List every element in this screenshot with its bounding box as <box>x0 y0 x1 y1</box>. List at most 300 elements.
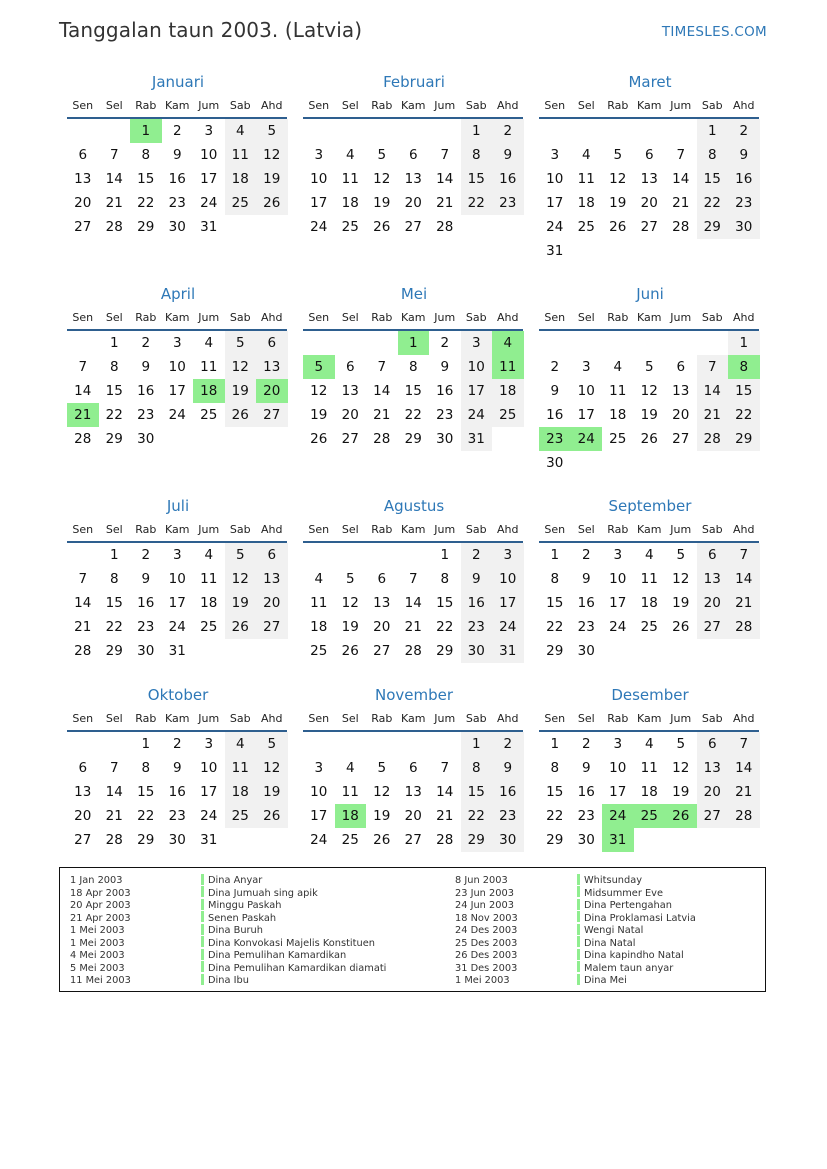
weekday-header: Sab <box>465 523 487 536</box>
day-cell: 19 <box>256 780 288 804</box>
day-cell: 12 <box>256 143 288 167</box>
day-cell: 7 <box>109 760 119 776</box>
day-cell: 13 <box>74 784 92 800</box>
day-cell: 20 <box>697 780 729 804</box>
day-cell: 13 <box>404 171 422 187</box>
day-cell: 27 <box>74 219 92 235</box>
day-cell: 23 <box>577 619 595 635</box>
day-cell: 9 <box>492 756 524 780</box>
weekday-header: Sel <box>341 311 359 324</box>
month-name: September <box>608 497 692 515</box>
weekday-header: Jum <box>434 99 456 112</box>
month-april <box>67 282 289 447</box>
day-cell: 7 <box>697 355 729 379</box>
day-cell: 22 <box>436 619 454 635</box>
legend-date <box>455 925 518 938</box>
day-cell: 11 <box>341 171 359 187</box>
day-cell: 27 <box>341 431 359 447</box>
weekday-header: Sel <box>105 712 123 725</box>
day-cell: 25 <box>492 403 524 427</box>
day-cell: 10 <box>461 355 493 379</box>
day-cell: 18 <box>310 619 328 635</box>
day-cell: 29 <box>137 219 155 235</box>
weekday-header: Rab <box>135 712 157 725</box>
weekday-header: Sel <box>577 712 595 725</box>
weekday-header: Sab <box>701 712 723 725</box>
month-name: April <box>160 285 196 303</box>
legend-date-text: 1 Mei 2003 <box>70 937 125 949</box>
day-cell: 19 <box>373 195 391 211</box>
day-cell: 29 <box>546 832 564 848</box>
day-cell: 4 <box>644 736 654 752</box>
weekday-header: Sen <box>544 523 566 536</box>
day-cell: 23 <box>728 191 760 215</box>
month-name: Maret <box>628 73 672 91</box>
day-cell: 16 <box>137 383 155 399</box>
day-cell: 5 <box>225 331 257 355</box>
day-cell: 18 <box>577 195 595 211</box>
day-cell: 28 <box>105 832 123 848</box>
legend-date <box>70 975 131 988</box>
day-cell: 15 <box>461 780 493 804</box>
day-cell: 6 <box>256 331 288 355</box>
legend-date <box>455 975 518 988</box>
day-cell: 24 <box>168 407 186 423</box>
day-cell: 13 <box>672 383 690 399</box>
day-cell: 2 <box>172 736 182 752</box>
legend-name-text: Minggu Paskah <box>208 900 282 911</box>
day-cell: 22 <box>105 619 123 635</box>
day-cell: 27 <box>373 643 391 659</box>
day-cell: 7 <box>377 359 387 375</box>
day-cell: 28 <box>74 643 92 659</box>
day-cell: 16 <box>492 167 524 191</box>
month-januari <box>67 70 289 235</box>
day-cell: 29 <box>697 215 729 239</box>
weekday-header: Ahd <box>497 99 519 112</box>
weekday-header: Jum <box>434 712 456 725</box>
legend-name <box>201 875 386 888</box>
month-name: Februari <box>383 73 445 91</box>
day-cell: 21 <box>105 195 123 211</box>
legend-name-text: Whitsunday <box>584 875 643 886</box>
legend-name <box>577 925 696 938</box>
weekday-header: Sab <box>701 523 723 536</box>
day-cell: 15 <box>105 595 123 611</box>
weekday-header: Ahd <box>261 523 283 536</box>
day-cell: 21 <box>436 195 454 211</box>
day-cell: 6 <box>377 571 387 587</box>
day-cell: 16 <box>577 784 595 800</box>
legend-name <box>577 913 696 926</box>
day-cell: 16 <box>168 171 186 187</box>
legend-date-text: 8 Jun 2003 <box>455 875 508 886</box>
day-cell: 29 <box>105 431 123 447</box>
day-cell: 20 <box>373 619 391 635</box>
weekday-header: Sen <box>72 99 94 112</box>
day-cell: 7 <box>440 147 450 163</box>
day-cell: 5 <box>676 547 686 563</box>
day-cell: 21 <box>728 780 760 804</box>
holiday-color-marker <box>577 924 580 935</box>
legend-name <box>201 925 386 938</box>
day-cell: 22 <box>461 191 493 215</box>
day-cell: 31 <box>461 427 493 451</box>
weekday-header: Sel <box>341 99 359 112</box>
day-cell: 1 <box>109 547 119 563</box>
day-cell: 25 <box>225 804 257 828</box>
weekday-header: Rab <box>607 99 629 112</box>
day-cell: 20 <box>74 808 92 824</box>
day-cell: 11 <box>577 171 595 187</box>
holiday-day-cell: 8 <box>728 355 760 379</box>
day-cell: 3 <box>204 123 214 139</box>
month-name: Desember <box>611 686 689 704</box>
day-cell: 14 <box>105 171 123 187</box>
day-cell: 3 <box>204 736 214 752</box>
month-name: Oktober <box>147 686 209 704</box>
weekday-header: Ahd <box>261 712 283 725</box>
day-cell: 4 <box>644 547 654 563</box>
day-cell: 4 <box>314 571 324 587</box>
day-cell: 29 <box>137 832 155 848</box>
day-cell: 6 <box>345 359 355 375</box>
day-cell: 2 <box>141 547 151 563</box>
day-cell: 15 <box>546 595 564 611</box>
legend-name-text: Dina Ibu <box>208 975 249 986</box>
day-cell: 28 <box>728 804 760 828</box>
holiday-day-cell: 25 <box>634 804 666 828</box>
day-cell: 17 <box>609 784 627 800</box>
day-cell: 13 <box>404 784 422 800</box>
day-cell: 2 <box>581 547 591 563</box>
day-cell: 18 <box>200 595 218 611</box>
day-cell: 24 <box>461 403 493 427</box>
day-cell: 22 <box>461 804 493 828</box>
legend-date <box>455 950 518 963</box>
holiday-color-marker <box>201 924 204 935</box>
holiday-color-marker <box>201 911 204 922</box>
day-cell: 17 <box>310 195 328 211</box>
month-name: Agustus <box>383 497 445 515</box>
day-cell: 20 <box>672 407 690 423</box>
day-cell: 20 <box>404 808 422 824</box>
day-cell: 24 <box>492 615 524 639</box>
day-cell: 1 <box>550 547 560 563</box>
brand-link[interactable]: TIMESLES.COM <box>661 24 767 40</box>
day-cell: 31 <box>200 219 218 235</box>
weekday-header: Sen <box>544 99 566 112</box>
day-cell: 26 <box>640 431 658 447</box>
legend-date-text: 18 Nov 2003 <box>455 912 518 924</box>
day-cell: 30 <box>577 643 595 659</box>
month-september <box>539 494 761 659</box>
day-cell: 7 <box>440 760 450 776</box>
month-maret <box>539 70 761 259</box>
day-cell: 5 <box>613 147 623 163</box>
day-cell: 25 <box>577 219 595 235</box>
day-cell: 19 <box>310 407 328 423</box>
day-cell: 28 <box>672 219 690 235</box>
weekday-header: Sab <box>229 712 251 725</box>
day-cell: 27 <box>404 219 422 235</box>
day-cell: 19 <box>373 808 391 824</box>
month-juli <box>67 494 289 659</box>
day-cell: 21 <box>74 619 92 635</box>
weekday-header: Ahd <box>261 311 283 324</box>
day-cell: 29 <box>546 643 564 659</box>
day-cell: 16 <box>461 591 493 615</box>
legend-name <box>201 900 386 913</box>
weekday-header: Jum <box>434 523 456 536</box>
legend-date <box>70 888 131 901</box>
legend-name-text: Midsummer Eve <box>584 887 663 899</box>
day-cell: 2 <box>492 119 524 143</box>
legend-date <box>70 963 131 976</box>
day-cell: 12 <box>640 383 658 399</box>
holiday-day-cell: 21 <box>67 403 99 427</box>
day-cell: 6 <box>676 359 686 375</box>
weekday-header: Sel <box>105 311 123 324</box>
day-cell: 30 <box>436 431 454 447</box>
weekday-header: Jum <box>198 99 220 112</box>
day-cell: 21 <box>404 619 422 635</box>
day-cell: 10 <box>168 571 186 587</box>
day-cell: 27 <box>256 615 288 639</box>
day-cell: 1 <box>697 119 729 143</box>
holiday-legend <box>59 867 766 992</box>
day-cell: 28 <box>105 219 123 235</box>
day-cell: 14 <box>373 383 391 399</box>
legend-right-names <box>577 875 696 988</box>
day-cell: 19 <box>609 195 627 211</box>
legend-date-text: 26 Des 2003 <box>455 950 518 961</box>
day-cell: 15 <box>137 171 155 187</box>
day-cell: 3 <box>550 147 560 163</box>
day-cell: 18 <box>609 407 627 423</box>
legend-name-text: Dina Pertengahan <box>584 900 672 911</box>
legend-name <box>201 975 386 988</box>
day-cell: 10 <box>310 784 328 800</box>
weekday-header: Sab <box>701 99 723 112</box>
day-cell: 25 <box>640 619 658 635</box>
day-cell: 23 <box>168 195 186 211</box>
day-cell: 8 <box>109 571 119 587</box>
weekday-header: Kam <box>637 99 662 112</box>
legend-name-text: Malem taun anyar <box>584 962 674 974</box>
legend-name-text: Dina Buruh <box>208 925 263 936</box>
weekday-header: Ahd <box>497 712 519 725</box>
day-cell: 10 <box>200 147 218 163</box>
day-cell: 8 <box>697 143 729 167</box>
day-cell: 12 <box>256 756 288 780</box>
day-cell: 10 <box>577 383 595 399</box>
month-name: Januari <box>151 73 205 91</box>
day-cell: 5 <box>256 119 288 143</box>
day-cell: 29 <box>728 427 760 451</box>
weekday-header: Sel <box>341 523 359 536</box>
day-cell: 15 <box>728 379 760 403</box>
day-cell: 8 <box>141 147 151 163</box>
legend-date-text: 1 Mei 2003 <box>70 925 125 936</box>
holiday-day-cell: 5 <box>303 355 335 379</box>
day-cell: 1 <box>461 119 493 143</box>
day-cell: 11 <box>609 383 627 399</box>
day-cell: 28 <box>74 431 92 447</box>
legend-date-text: 21 Apr 2003 <box>70 912 131 924</box>
day-cell: 4 <box>345 760 355 776</box>
holiday-day-cell: 20 <box>256 379 288 403</box>
day-cell: 7 <box>728 543 760 567</box>
legend-date-text: 24 Des 2003 <box>455 925 518 936</box>
legend-date-text: 11 Mei 2003 <box>70 975 131 986</box>
day-cell: 30 <box>546 455 564 471</box>
month-november <box>303 683 525 848</box>
day-cell: 24 <box>546 219 564 235</box>
page-title: Tanggalan taun 2003. (Latvia) <box>59 18 363 42</box>
holiday-color-marker <box>577 974 580 985</box>
day-cell: 30 <box>728 215 760 239</box>
day-cell: 23 <box>137 619 155 635</box>
weekday-header: Ahd <box>497 523 519 536</box>
day-cell: 13 <box>74 171 92 187</box>
weekday-header: Sel <box>105 523 123 536</box>
day-cell: 24 <box>310 219 328 235</box>
day-cell: 31 <box>200 832 218 848</box>
holiday-day-cell: 24 <box>602 804 634 828</box>
day-cell: 23 <box>137 407 155 423</box>
day-cell: 17 <box>200 171 218 187</box>
legend-name <box>201 938 386 951</box>
day-cell: 28 <box>697 427 729 451</box>
month-name: Juli <box>166 497 190 515</box>
day-cell: 22 <box>404 407 422 423</box>
day-cell: 14 <box>404 595 422 611</box>
day-cell: 16 <box>492 780 524 804</box>
weekday-header: Kam <box>401 712 426 725</box>
weekday-header: Kam <box>401 99 426 112</box>
day-cell: 14 <box>672 171 690 187</box>
legend-name-text: Dina Pemulihan Kamardikan diamati <box>208 962 387 974</box>
day-cell: 9 <box>440 359 450 375</box>
weekday-header: Sel <box>577 311 595 324</box>
calendar-grid <box>67 70 767 860</box>
day-cell: 26 <box>310 431 328 447</box>
legend-name-text: Dina Anyar <box>208 875 263 886</box>
day-cell: 26 <box>256 191 288 215</box>
month-desember <box>539 683 761 848</box>
day-cell: 9 <box>141 571 151 587</box>
weekday-header: Jum <box>198 311 220 324</box>
legend-name <box>577 900 696 913</box>
weekday-header: Rab <box>607 523 629 536</box>
day-cell: 14 <box>697 379 729 403</box>
day-cell: 15 <box>404 383 422 399</box>
day-cell: 27 <box>74 832 92 848</box>
day-cell: 12 <box>373 171 391 187</box>
day-cell: 10 <box>168 359 186 375</box>
day-cell: 3 <box>461 331 493 355</box>
month-name: Mei <box>400 285 428 303</box>
weekday-header: Sel <box>105 99 123 112</box>
day-cell: 4 <box>345 147 355 163</box>
holiday-day-cell: 18 <box>335 804 367 828</box>
weekday-header: Kam <box>165 523 190 536</box>
day-cell: 22 <box>697 191 729 215</box>
legend-date <box>455 888 518 901</box>
weekday-header: Sen <box>72 523 94 536</box>
holiday-day-cell: 1 <box>130 119 162 143</box>
day-cell: 11 <box>310 595 328 611</box>
day-cell: 10 <box>492 567 524 591</box>
day-cell: 9 <box>141 359 151 375</box>
day-cell: 11 <box>341 784 359 800</box>
day-cell: 23 <box>461 615 493 639</box>
day-cell: 6 <box>408 147 418 163</box>
day-cell: 8 <box>109 359 119 375</box>
holiday-color-marker <box>577 911 580 922</box>
weekday-header: Sab <box>465 99 487 112</box>
day-cell: 25 <box>609 431 627 447</box>
weekday-header: Jum <box>670 311 692 324</box>
legend-name <box>577 950 696 963</box>
day-cell: 17 <box>577 407 595 423</box>
day-cell: 14 <box>436 784 454 800</box>
day-cell: 2 <box>581 736 591 752</box>
day-cell: 20 <box>341 407 359 423</box>
day-cell: 29 <box>105 643 123 659</box>
legend-date-text: 4 Mei 2003 <box>70 950 125 961</box>
month-mei <box>303 282 525 447</box>
day-cell: 27 <box>404 832 422 848</box>
day-cell: 21 <box>373 407 391 423</box>
day-cell: 6 <box>697 543 729 567</box>
day-cell: 4 <box>225 119 257 143</box>
day-cell: 14 <box>436 171 454 187</box>
day-cell: 24 <box>168 619 186 635</box>
legend-name-text: Dina Jumuah sing apik <box>208 887 318 899</box>
day-cell: 16 <box>728 167 760 191</box>
weekday-header: Sab <box>465 712 487 725</box>
day-cell: 13 <box>341 383 359 399</box>
day-cell: 15 <box>461 167 493 191</box>
legend-date-text: 23 Jun 2003 <box>455 887 514 899</box>
weekday-header: Ahd <box>733 99 755 112</box>
day-cell: 10 <box>609 571 627 587</box>
day-cell: 12 <box>310 383 328 399</box>
day-cell: 16 <box>168 784 186 800</box>
day-cell: 5 <box>256 732 288 756</box>
day-cell: 6 <box>78 760 88 776</box>
day-cell: 23 <box>577 808 595 824</box>
weekday-header: Rab <box>371 311 393 324</box>
day-cell: 21 <box>672 195 690 211</box>
weekday-header: Sab <box>465 311 487 324</box>
day-cell: 17 <box>310 808 328 824</box>
day-cell: 28 <box>436 832 454 848</box>
day-cell: 2 <box>440 335 450 351</box>
legend-name <box>577 888 696 901</box>
weekday-header: Sab <box>701 311 723 324</box>
day-cell: 27 <box>640 219 658 235</box>
legend-name-text: Wengi Natal <box>584 925 644 936</box>
day-cell: 27 <box>697 804 729 828</box>
holiday-color-marker <box>577 949 580 960</box>
day-cell: 8 <box>550 760 560 776</box>
day-cell: 14 <box>105 784 123 800</box>
day-cell: 27 <box>672 431 690 447</box>
weekday-header: Jum <box>670 712 692 725</box>
